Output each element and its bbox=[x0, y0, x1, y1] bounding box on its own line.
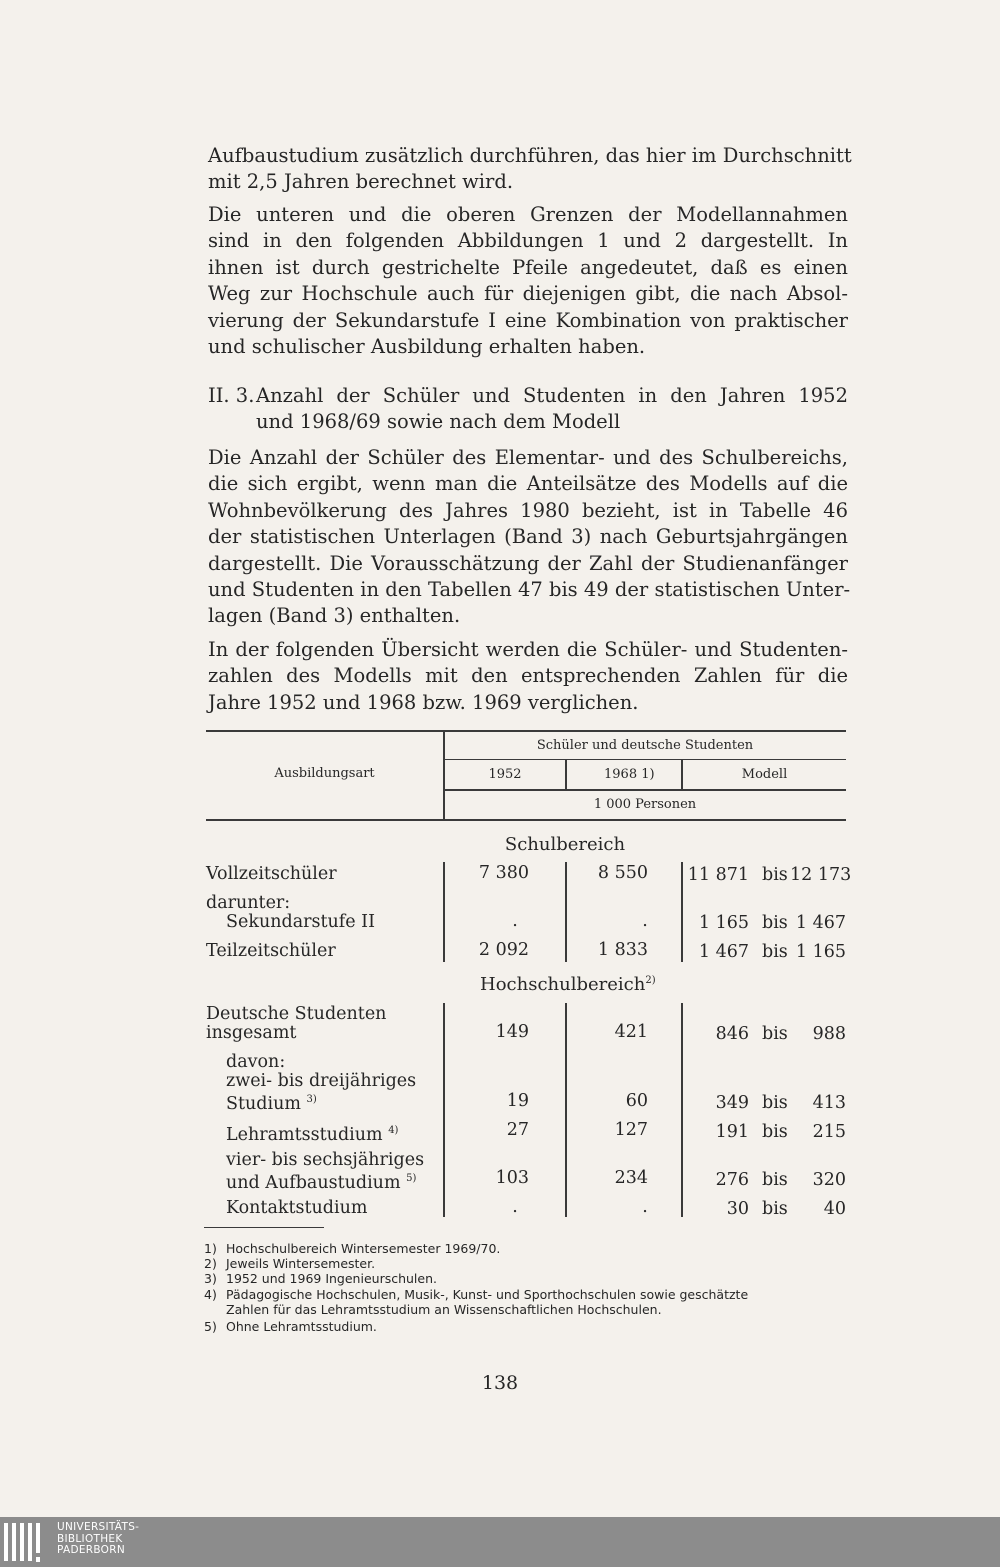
cell-zweidrei-1968: 60 bbox=[625, 1091, 648, 1111]
cell-kontakt-modell-low: 30 bbox=[726, 1199, 749, 1219]
cell-vollzeit-1952: 7 380 bbox=[478, 863, 529, 883]
row-label-kontakt: Kontaktstudium bbox=[226, 1198, 368, 1218]
footnote-separator bbox=[204, 1227, 324, 1228]
row-label-deutsche-studenten: Deutsche Studenten bbox=[206, 1004, 387, 1024]
paragraph-continuation: Aufbaustudium zusätzlich durchführen, das hier im Durchschnitt mit 2,5 Jahren berechnet wird. bbox=[208, 144, 852, 194]
row-label-vollzeit: Vollzeitschüler bbox=[206, 864, 337, 884]
table-header-bottom-rule bbox=[206, 819, 846, 821]
footnote-4: 4) Pädagogische Hochschulen, Musik-, Kunst- und Sporthochschulen sowie geschätzte Zahlen für das Lehramtsstudium an Wissenschaftlichen Hochschulen. bbox=[204, 1287, 749, 1317]
cell-viersechs-1968: 234 bbox=[614, 1168, 648, 1188]
cell-bis: bis bbox=[762, 1170, 788, 1190]
row-label-zwei-bis-drei: zwei- bis dreijähriges bbox=[226, 1071, 417, 1091]
footnote-5: 5) Ohne Lehramtsstudium. bbox=[204, 1319, 377, 1334]
row-label-teilzeit: Teilzeitschüler bbox=[206, 941, 336, 961]
cell-darunter-1968: . bbox=[642, 911, 648, 931]
cell-teilzeit-1968: 1 833 bbox=[597, 940, 648, 960]
cell-zweidrei-modell-low: 349 bbox=[715, 1093, 749, 1113]
table-header-divider bbox=[565, 760, 567, 790]
cell-lehramt-1968: 127 bbox=[614, 1120, 648, 1140]
page-number: 138 bbox=[481, 1372, 519, 1394]
cell-teilzeit-modell-low: 1 467 bbox=[698, 942, 749, 962]
footnote-2: 2) Jeweils Wintersemester. bbox=[204, 1256, 376, 1271]
row-label-sekundarstufe: Sekundarstufe II bbox=[226, 912, 375, 932]
header-ausbildungsart: Ausbildungsart bbox=[274, 766, 375, 781]
cell-darunter-1952: . bbox=[512, 911, 518, 931]
cell-teilzeit-modell-high: 1 165 bbox=[795, 942, 846, 962]
table-columns-rule bbox=[444, 789, 846, 791]
footnote-1: 1) Hochschulbereich Wintersemester 1969/70. bbox=[204, 1241, 501, 1256]
cell-viersechs-1952: 103 bbox=[495, 1168, 529, 1188]
cell-viersechs-modell-low: 276 bbox=[715, 1170, 749, 1190]
paragraph-schueler-anzahl: Die Anzahl der Schüler des Elementar- und des Schulbereichs, die sich ergibt, wenn man die Anteilsätze des Modells auf die Wohnbevölkerung des Jahres 1980 bezieht, ist in Tabelle 46 der statistischen Unterlagen (Band 3) nach Geburtsjahrgängen dargestellt. Die Vorausschätzung der Zahl der Studienanfänger und Studenten in den Tabellen 47 bis 49 der statistischen Unter- lagen (Band 3) enthalten. bbox=[208, 446, 851, 628]
cell-lehramt-modell-high: 215 bbox=[812, 1122, 846, 1142]
row-label-darunter: darunter: bbox=[206, 893, 291, 913]
cell-vollzeit-modell-low: 11 871 bbox=[687, 865, 749, 885]
section-heading: II. 3. Anzahl der Schüler und Studenten in den Jahren 1952 und 1968/69 sowie nach dem Modell bbox=[208, 384, 848, 433]
paragraph-uebersicht: In der folgenden Übersicht werden die Schüler- und Studenten- zahlen des Modells mit den entsprechenden Zahlen für die Jahre 1952 und 1968 bzw. 1969 verglichen. bbox=[208, 638, 848, 714]
section-schulbereich: Schulbereich bbox=[504, 834, 626, 855]
row-label-vier-bis-sechs: vier- bis sechsjähriges bbox=[226, 1150, 425, 1170]
library-name: UNIVERSITÄTS- BIBLIOTHEK PADERBORN bbox=[57, 1521, 140, 1556]
cell-viersechs-modell-high: 320 bbox=[812, 1170, 846, 1190]
header-unit: 1 000 Personen bbox=[593, 797, 697, 812]
cell-kontakt-1968: . bbox=[642, 1197, 648, 1217]
footnote-3: 3) 1952 und 1969 Ingenieurschulen. bbox=[204, 1271, 437, 1286]
row-label-insgesamt: insgesamt bbox=[206, 1023, 297, 1043]
cell-lehramt-1952: 27 bbox=[506, 1120, 529, 1140]
cell-zweidrei-1952: 19 bbox=[506, 1091, 529, 1111]
table-top-rule bbox=[206, 730, 846, 732]
header-modell: Modell bbox=[741, 767, 788, 782]
cell-kontakt-1952: . bbox=[512, 1197, 518, 1217]
header-1952: 1952 bbox=[488, 767, 522, 782]
header-group: Schüler und deutsche Studenten bbox=[536, 738, 754, 753]
cell-vollzeit-1968: 8 550 bbox=[597, 863, 648, 883]
cell-zweidrei-modell-high: 413 bbox=[812, 1093, 846, 1113]
cell-deutsche-1952: 149 bbox=[495, 1022, 529, 1042]
cell-bis: bis bbox=[762, 1093, 788, 1113]
cell-deutsche-1968: 421 bbox=[614, 1022, 648, 1042]
cell-bis: bis bbox=[762, 865, 788, 885]
cell-darunter-modell-low: 1 165 bbox=[698, 913, 749, 933]
cell-darunter-modell-high: 1 467 bbox=[795, 913, 846, 933]
cell-vollzeit-modell-high: 12 173 bbox=[790, 865, 852, 885]
row-label-studium: Studium $^{3)}$ bbox=[226, 1093, 317, 1114]
cell-bis: bis bbox=[762, 1199, 788, 1219]
row-label-aufbaustudium: und Aufbaustudium $^{5)}$ bbox=[226, 1172, 417, 1193]
cell-kontakt-modell-high: 40 bbox=[823, 1199, 846, 1219]
cell-deutsche-modell-high: 988 bbox=[812, 1024, 846, 1044]
cell-bis: bis bbox=[762, 1122, 788, 1142]
cell-bis: bis bbox=[762, 942, 788, 962]
paragraph-model-limits: Die unteren und die oberen Grenzen der Modellannahmen sind in den folgenden Abbildungen 1 und 2 dargestellt. In ihnen ist durch gestrichelte Pfeile angedeutet, daß es einen Weg zur Hochschule auch für diejenigen gibt, die nach Absol- vierung der Sekundarstufe I eine Kombination von praktischer und schulischer Ausbildung erhalten haben. bbox=[208, 203, 848, 359]
cell-bis: bis bbox=[762, 1024, 788, 1044]
cell-bis: bis bbox=[762, 913, 788, 933]
row-label-davon: davon: bbox=[226, 1052, 286, 1072]
library-footer bbox=[0, 1517, 1000, 1567]
cell-teilzeit-1952: 2 092 bbox=[478, 940, 529, 960]
header-1968: 1968 1) bbox=[604, 767, 655, 782]
section-hochschulbereich: Hochschulbereich$^{2)}$ bbox=[480, 974, 656, 995]
cell-deutsche-modell-low: 846 bbox=[715, 1024, 749, 1044]
library-logo-icon bbox=[4, 1523, 52, 1563]
row-label-lehramt: Lehramtsstudium $^{4)}$ bbox=[226, 1124, 399, 1145]
cell-lehramt-modell-low: 191 bbox=[715, 1122, 749, 1142]
table-group-rule bbox=[444, 759, 846, 760]
